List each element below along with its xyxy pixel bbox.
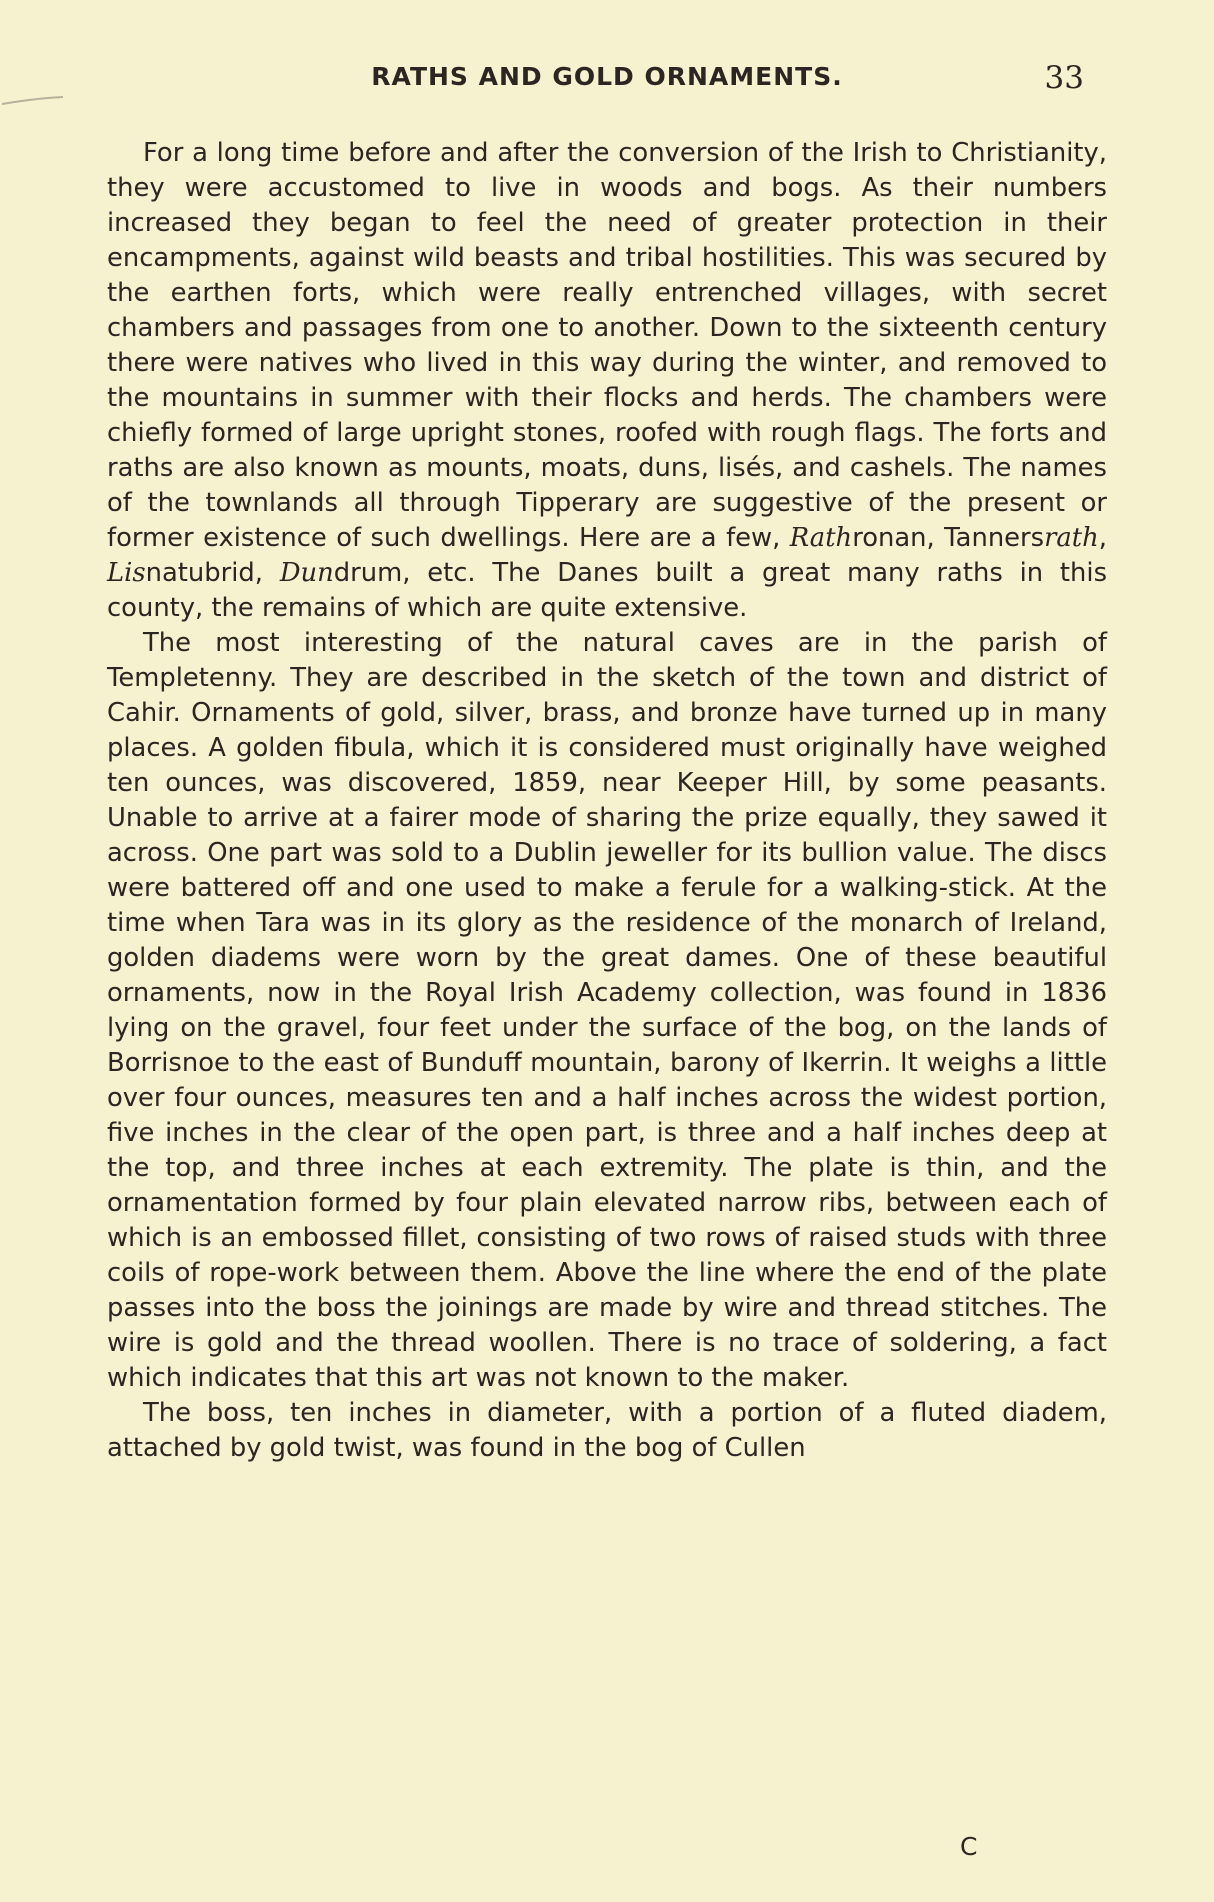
text-segment: natubrid, [145,558,280,588]
text-segment: The most interesting of the natural caves are in the parish of Templetenny. They are described in the sketch of the town and district of Cahir. Ornaments of gold, silver, brass, and bronze have turned up in many places. A golden fibula, which it is considered must originally have weighed ten ounces, was discovered, 1859, near Keeper Hill, by some peasants. Unable to arrive at a fairer mode of sharing the prize equally, they sawed it across. One part was sold to a Dublin jeweller for its bullion value. The discs were battered off and one used to make a ferule for a walking-stick. At the time when Tara was in its glory as the residence of the monarch of Ireland, golden diadems were worn by the great dames. One of these beautiful ornaments, now in the Royal Irish Academy collection, was found in 1836 lying on the gravel, four feet under the surface of the bog, on the lands of Borrisnoe to the east of Bunduff mountain, barony of Ikerrin. It weighs a little over four ounces, measures ten and a half inches across the widest portion, five inches in the clear of the open part, is three and a half inches deep at the top, and three inches at each extremity. The plate is thin, and the ornamentation formed by four plain elevated narrow ribs, between each of which is an embossed fillet, consisting of two rows of raised studs with three coils of rope-work between them. Above the line where the end of the plate passes into the boss the joinings are made by wire and thread stitches. The wire is gold and the thread woollen. There is no trace of soldering, a fact which indicates that this art was not known to the maker. [107,628,1107,1393]
running-head [100,62,1114,98]
margin-ink-mark [0,95,65,107]
text-segment: ronan, Tanners [852,523,1045,553]
paragraph [107,626,1107,1396]
text-segment: drum, etc. The Danes built a great many raths in this county, the remains of which are quite extensive. [107,558,1108,623]
page-number: 33 [1044,60,1084,96]
italic-text: Lis [107,558,146,588]
italic-text: Dun [279,558,334,588]
italic-text: rath [1044,523,1099,553]
text-segment: The boss, ten inches in diameter, with a portion of a fluted diadem, attached by gold twist, was found in the bog of Cullen [107,1398,1107,1463]
italic-text: Rath [789,523,853,553]
signature-mark: C [960,1832,978,1861]
text-segment: For a long time before and after the conversion of the Irish to Christianity, they were accustomed to live in woods and bogs. As their numbers increased they began to feel the need of greater protection in their encampments, against wild beasts and tribal hostilities. This was secured by the earthen forts, which were really entrenched villages, with secret chambers and passages from one to another. Down to the sixteenth century there were natives who lived in this way during the winter, and removed to the mountains in summer with their flocks and herds. The chambers were chiefly formed of large upright stones, roofed with rough flags. The forts and raths are also known as mounts, moats, duns, lisés, and cashels. The names of the townlands all through Tipperary are suggestive of the present or former existence of such dwellings. Here are a few, [107,138,1107,553]
paragraph [107,1396,1107,1466]
body-text [107,136,1107,1466]
paragraph [107,136,1107,626]
running-title: RATHS AND GOLD ORNAMENTS. [371,62,843,91]
text-segment: , [1098,523,1107,553]
